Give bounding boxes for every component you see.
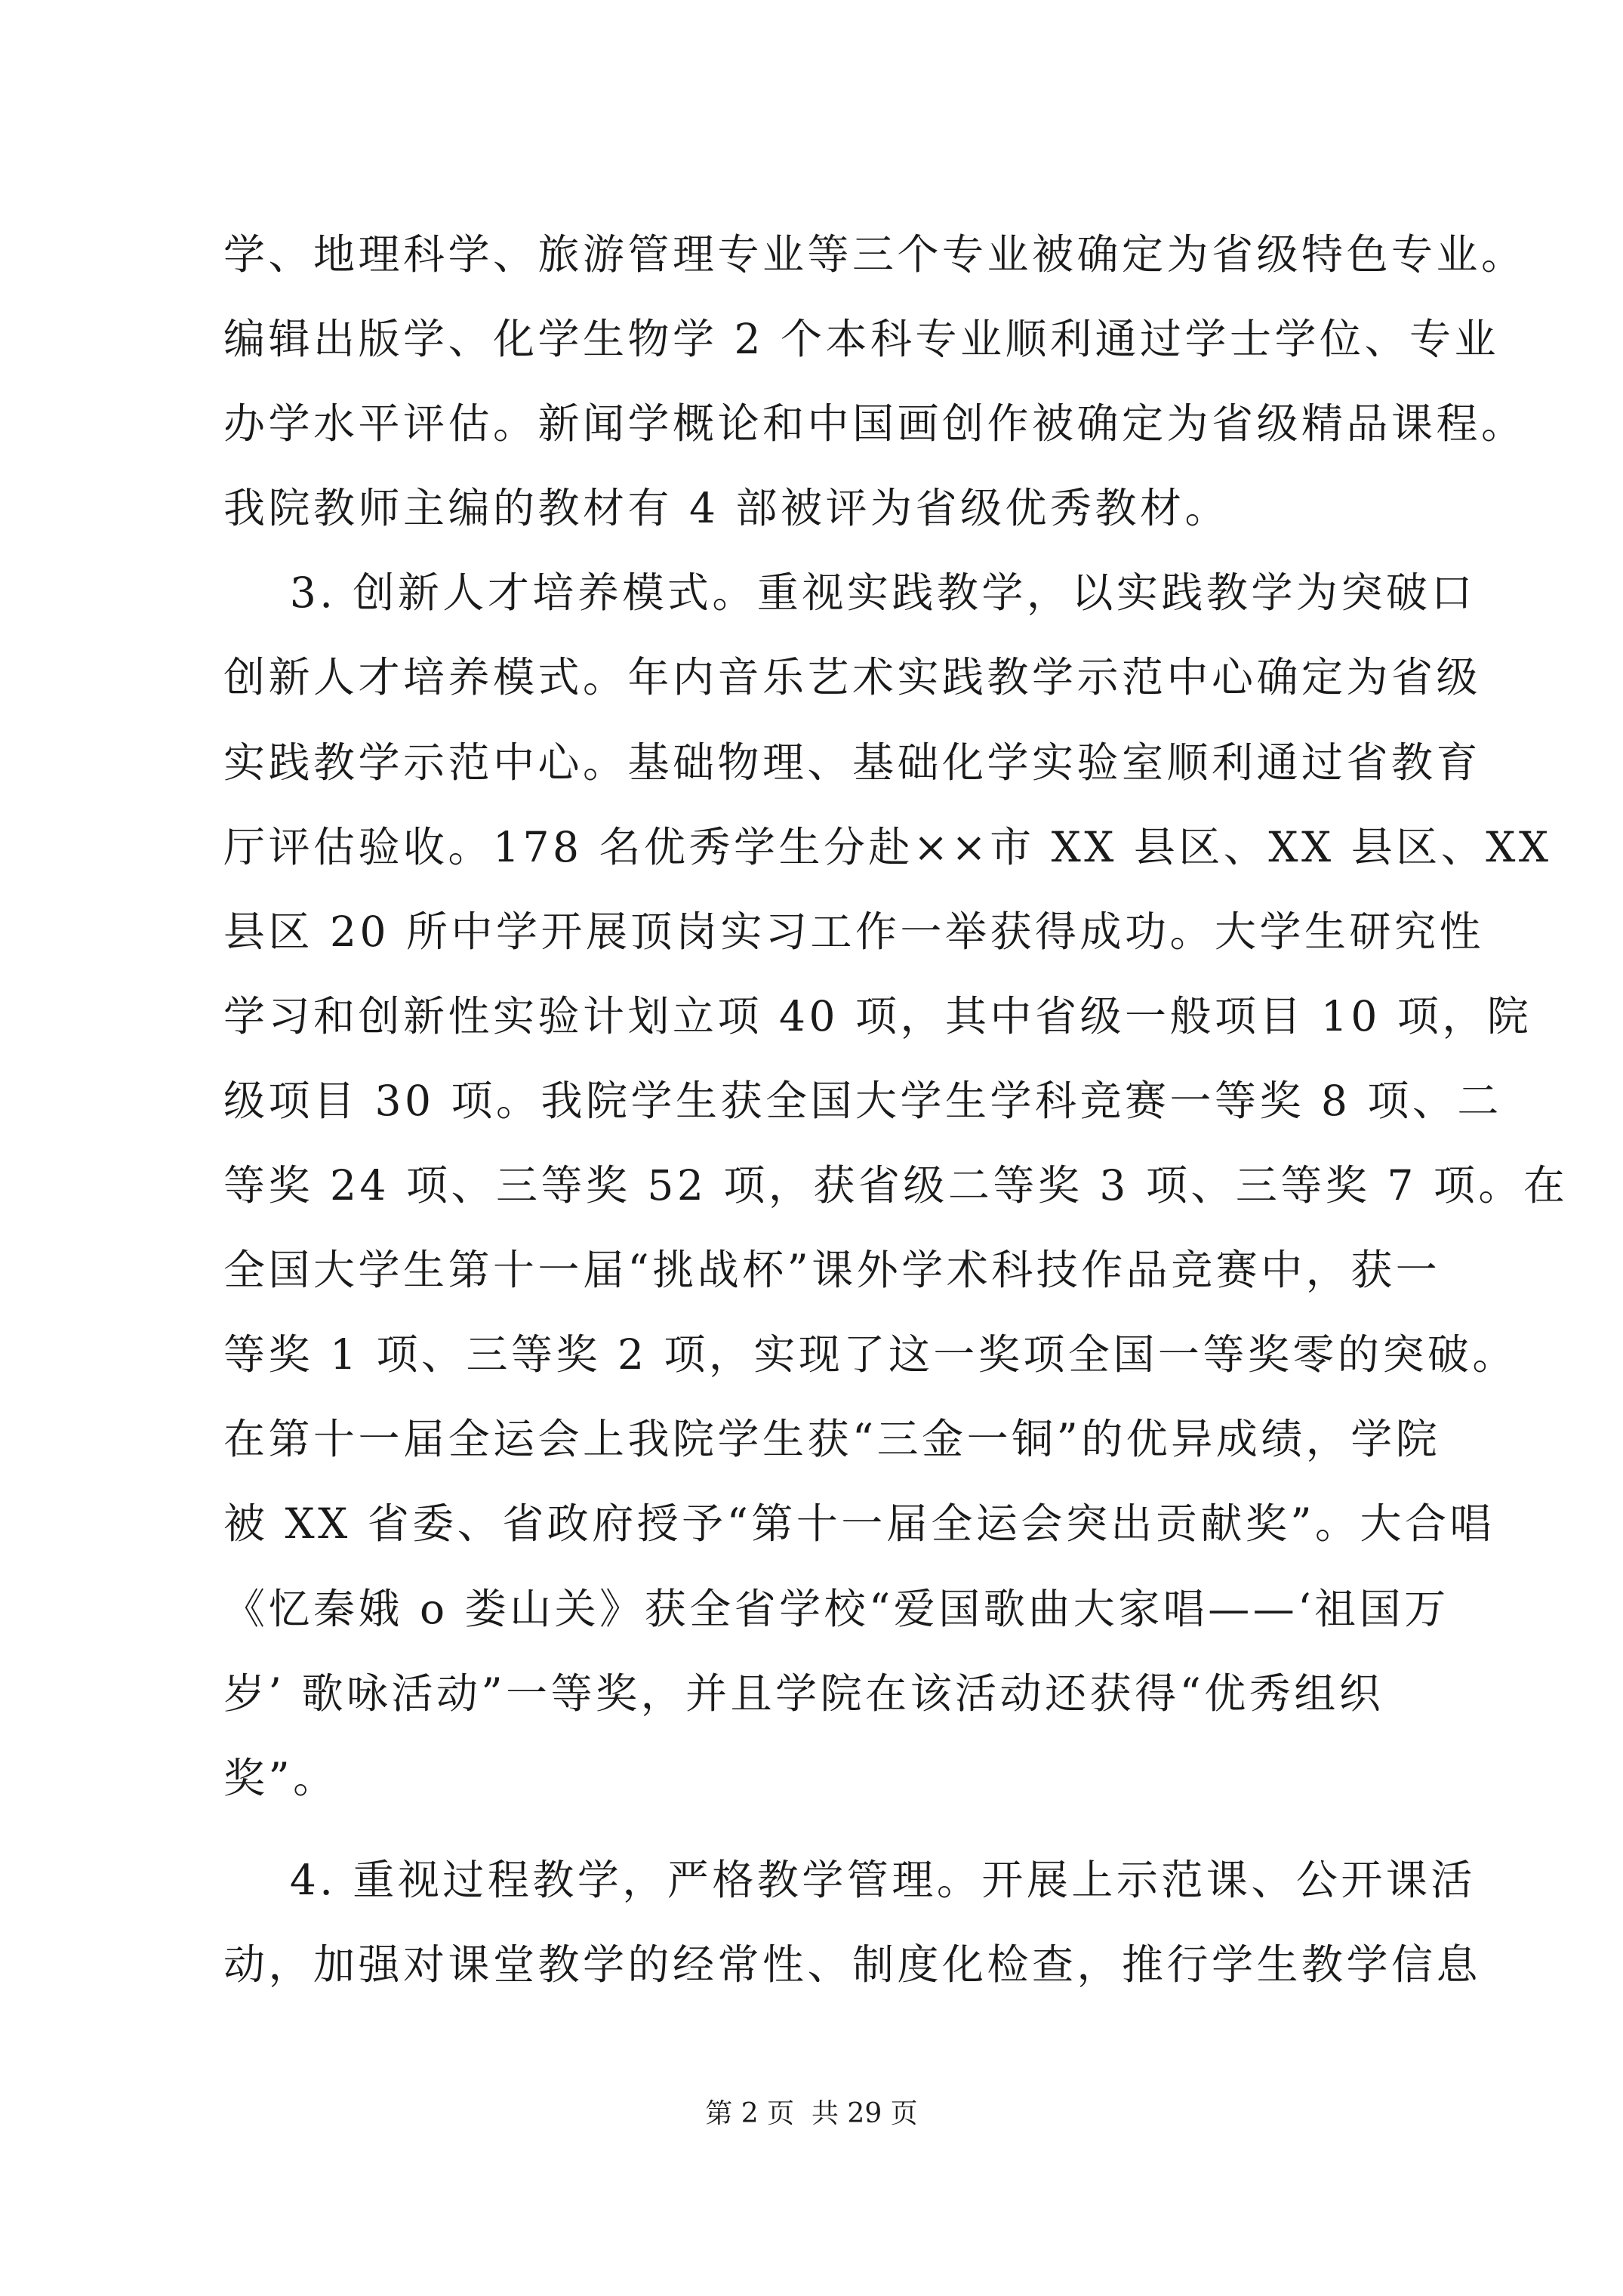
text-line: 等奖 1 项、三等奖 2 项，实现了这一奖项全国一等奖零的突破。: [223, 1330, 1517, 1379]
text-line: 创新人才培养模式。年内音乐艺术实践教学示范中心确定为省级: [223, 653, 1482, 702]
text-line: 办学水平评估。新闻学概论和中国画创作被确定为省级精品课程。: [223, 399, 1526, 448]
text-line: 《忆秦娥 o 娄山关》获全省学校“爱国歌曲大家唱——‘祖国万: [223, 1584, 1449, 1633]
body-text: [223, 230, 1569, 2029]
page-number: 第 2 页 共 29 页: [705, 2098, 918, 2129]
text-line: 动，加强对课堂教学的经常性、制度化检查，推行学生教学信息: [223, 1940, 1482, 1989]
text-line: 编辑出版学、化学生物学 2 个本科专业顺利通过学士学位、专业: [223, 315, 1499, 364]
text-line: 被 XX 省委、省政府授予“第十一届全运会突出贡献奖”。大合唱: [223, 1499, 1495, 1549]
text-line: 学、地理科学、旅游管理专业等三个专业被确定为省级特色专业。: [223, 230, 1526, 279]
text-line: 级项目 30 项。我院学生获全国大学生学科竞赛一等奖 8 项、二: [223, 1076, 1502, 1125]
text-line: 等奖 24 项、三等奖 52 项，获省级二等奖 3 项、三等奖 7 项。在: [223, 1161, 1569, 1210]
text-line: 我院教师主编的教材有 4 部被评为省级优秀教材。: [223, 484, 1230, 533]
text-line: 岁’ 歌咏活动”一等奖，并且学院在该活动还获得“优秀组织: [223, 1669, 1384, 1718]
text-line: 县区 20 所中学开展顶岗实习工作一举获得成功。大学生研究性: [223, 907, 1484, 956]
text-line: 学习和创新性实验计划立项 40 项，其中省级一般项目 10 项，院: [223, 991, 1532, 1040]
text-line: 奖”。: [223, 1753, 338, 1802]
text-line: 实践教学示范中心。基础物理、基础化学实验室顺利通过省教育: [223, 738, 1482, 787]
text-line: 4. 重视过程教学，严格教学管理。开展上示范课、公开课活: [223, 1855, 1476, 1904]
page-footer: [0, 2099, 1623, 2129]
text-line: 在第十一届全运会上我院学生获“三金一铜”的优异成绩，学院: [223, 1415, 1441, 1464]
text-line: 厅评估验收。178 名优秀学生分赴××市 XX 县区、XX 县区、XX: [223, 822, 1552, 871]
text-line: 3. 创新人才培养模式。重视实践教学，以实践教学为突破口: [223, 569, 1476, 618]
text-line: 全国大学生第十一届“挑战杯”课外学术科技作品竞赛中，获一: [223, 1246, 1441, 1295]
